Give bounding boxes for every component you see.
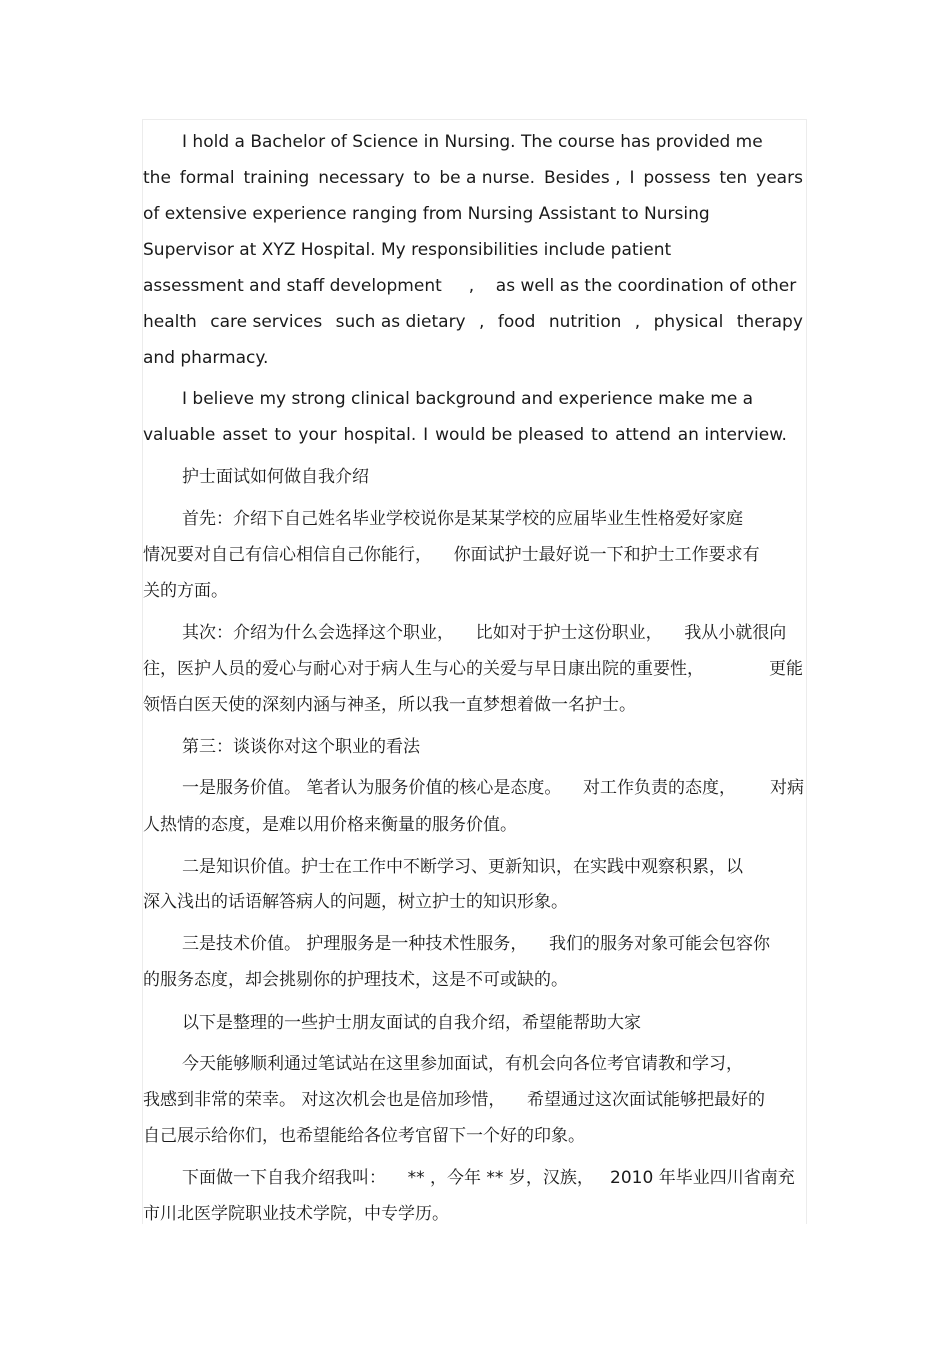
text-line-justified: health care services such as dietary , food nutrition , physical therapy [143,312,803,332]
text-line: Supervisor at XYZ Hospital. My responsibilities include patient [143,240,672,260]
text-line: 情况要对自己有信心相信自己你能行， 你面试护士最好说一下和护士工作要求有 [143,545,760,565]
text-line: 市川北医学院职业技术学院，中专学历。 [143,1204,449,1224]
text-line-justified: 一是服务价值。 笔者认为服务价值的核心是态度。 对工作负责的态度， 对病 [182,778,804,798]
text-line: 深入浅出的话语解答病人的问题，树立护士的知识形象。 [143,892,568,912]
text-line: 下面做一下自我介绍我叫： ** ，今年 ** 岁，汉族， 2010 年毕业四川省南充 [182,1168,795,1188]
text-line: 以下是整理的一些护士朋友面试的自我介绍，希望能帮助大家 [182,1013,641,1033]
section-heading: 第三：谈谈你对这个职业的看法 [182,737,420,757]
text-line: 二是知识价值。护士在工作中不断学习、更新知识，在实践中观察积累，以 [182,857,743,877]
text-line: of extensive experience ranging from Nursing Assistant to Nursing [143,204,710,224]
text-line: 其次：介绍为什么会选择这个职业， 比如对于护士这份职业， 我从小就很向 [182,623,787,643]
text-line: 关的方面。 [143,581,228,601]
text-line: 人热情的态度，是难以用价格来衡量的服务价值。 [143,815,517,835]
text-line: I hold a Bachelor of Science in Nursing. The course has provided me [182,132,763,152]
text-line: assessment and staff development , as well as the coordination of other [143,276,797,296]
text-line: 领悟白医天使的深刻内涵与神圣，所以我一直梦想着做一名护士。 [143,695,636,715]
text-line: 今天能够顺利通过笔试站在这里参加面试，有机会向各位考官请教和学习， [182,1054,743,1074]
text-line: 我感到非常的荣幸。 对这次机会也是倍加珍惜， 希望通过这次面试能够把最好的 [143,1090,766,1110]
text-line: 首先：介绍下自己姓名毕业学校说你是某某学校的应届毕业生性格爱好家庭 [182,509,743,529]
text-line: I believe my strong clinical background and experience make me a [182,389,754,409]
text-line-justified: the formal training necessary to be a nurse. Besides , I possess ten years [143,168,803,188]
text-line: 三是技术价值。 护理服务是一种技术性服务， 我们的服务对象可能会包容你 [182,934,771,954]
section-heading: 护士面试如何做自我介绍 [182,467,369,487]
text-line-justified: valuable asset to your hospital. I would be pleased to attend an interview. [143,425,787,445]
text-line: 的服务态度，却会挑剔你的护理技术，这是不可或缺的。 [143,970,568,990]
text-line-justified: 往，医护人员的爱心与耐心对于病人生与心的关爱与早日康出院的重要性， 更能 [143,659,803,679]
text-line: 自己展示给你们，也希望能给各位考官留下一个好的印象。 [143,1126,585,1146]
text-line: and pharmacy. [143,348,269,368]
